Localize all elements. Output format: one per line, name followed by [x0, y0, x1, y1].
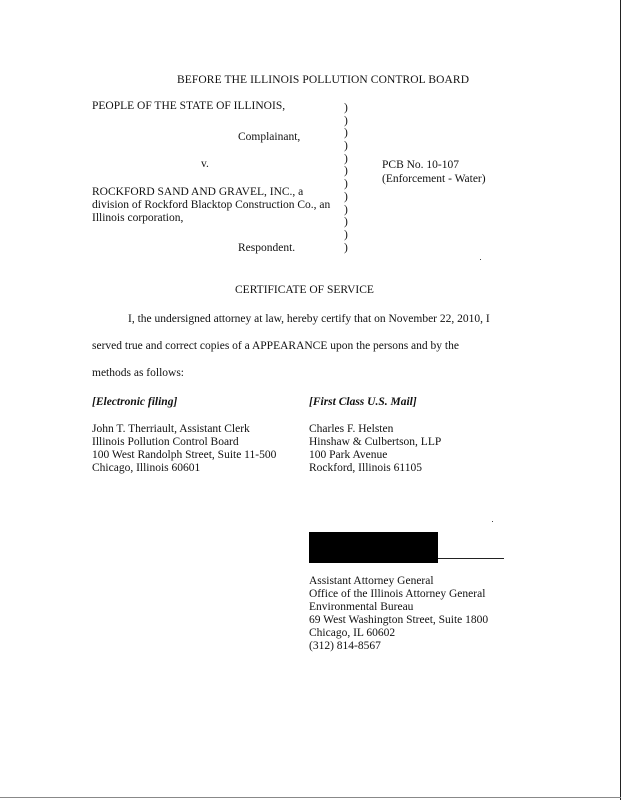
page-edge-bottom — [0, 797, 621, 798]
signature-redaction — [309, 532, 438, 563]
body-line-1: I, the undersigned attorney at law, hereby certify that on November 22, 2010, I — [128, 313, 490, 325]
signature-line-text: Office of the Illinois Attorney General — [309, 588, 486, 600]
address-line: Hinshaw & Culbertson, LLP — [309, 436, 442, 448]
signature-line — [438, 558, 504, 559]
address-line: Rockford, Illinois 61105 — [309, 462, 422, 474]
address-line: Chicago, Illinois 60601 — [92, 462, 201, 474]
tribunal-heading: BEFORE THE ILLINOIS POLLUTION CONTROL BOARD — [177, 74, 470, 86]
signature-line-text: 69 West Washington Street, Suite 1800 — [309, 614, 489, 626]
caption-versus: v. — [201, 158, 209, 170]
scan-speck — [492, 521, 493, 522]
address-line: Charles F. Helsten — [309, 423, 394, 435]
caption-defendant-line: ROCKFORD SAND AND GRAVEL, INC., a — [92, 186, 304, 198]
service-method-right: [First Class U.S. Mail] — [309, 396, 417, 408]
address-line: Illinois Pollution Control Board — [92, 436, 239, 448]
scan-speck — [480, 259, 481, 260]
case-number: PCB No. 10-107 — [382, 159, 459, 171]
address-line: 100 West Randolph Street, Suite 11-500 — [92, 449, 277, 461]
caption-defendant-line: division of Rockford Blacktop Construction Co., an — [92, 199, 331, 211]
signature-line-text: (312) 814-8567 — [309, 640, 381, 652]
signature-line-text: Assistant Attorney General — [309, 575, 434, 587]
signature-line-text: Chicago, IL 60602 — [309, 627, 396, 639]
service-address-right — [309, 424, 441, 476]
caption-plaintiff: PEOPLE OF THE STATE OF ILLINOIS, — [92, 100, 286, 112]
caption-plaintiff-role: Complainant, — [238, 131, 301, 143]
service-address-left — [92, 424, 276, 476]
caption-defendant-role: Respondent. — [238, 242, 296, 254]
case-type: (Enforcement - Water) — [382, 173, 486, 185]
address-line: 100 Park Avenue — [309, 449, 388, 461]
caption-defendant — [92, 187, 330, 226]
body-line-3: methods as follows: — [92, 367, 184, 379]
address-line: John T. Therriault, Assistant Clerk — [92, 423, 250, 435]
certificate-title: CERTIFICATE OF SERVICE — [235, 284, 374, 296]
signature-line-text: Environmental Bureau — [309, 601, 414, 613]
caption-defendant-line: Illinois corporation, — [92, 212, 184, 224]
caption-bracket-column: ) ) ) ) ) ) ) ) ) ) ) ) — [344, 102, 348, 254]
body-line-2: served true and correct copies of a APPEARANCE upon the persons and by the — [92, 340, 459, 352]
signature-block — [309, 576, 488, 654]
service-method-left: [Electronic filing] — [92, 396, 178, 408]
